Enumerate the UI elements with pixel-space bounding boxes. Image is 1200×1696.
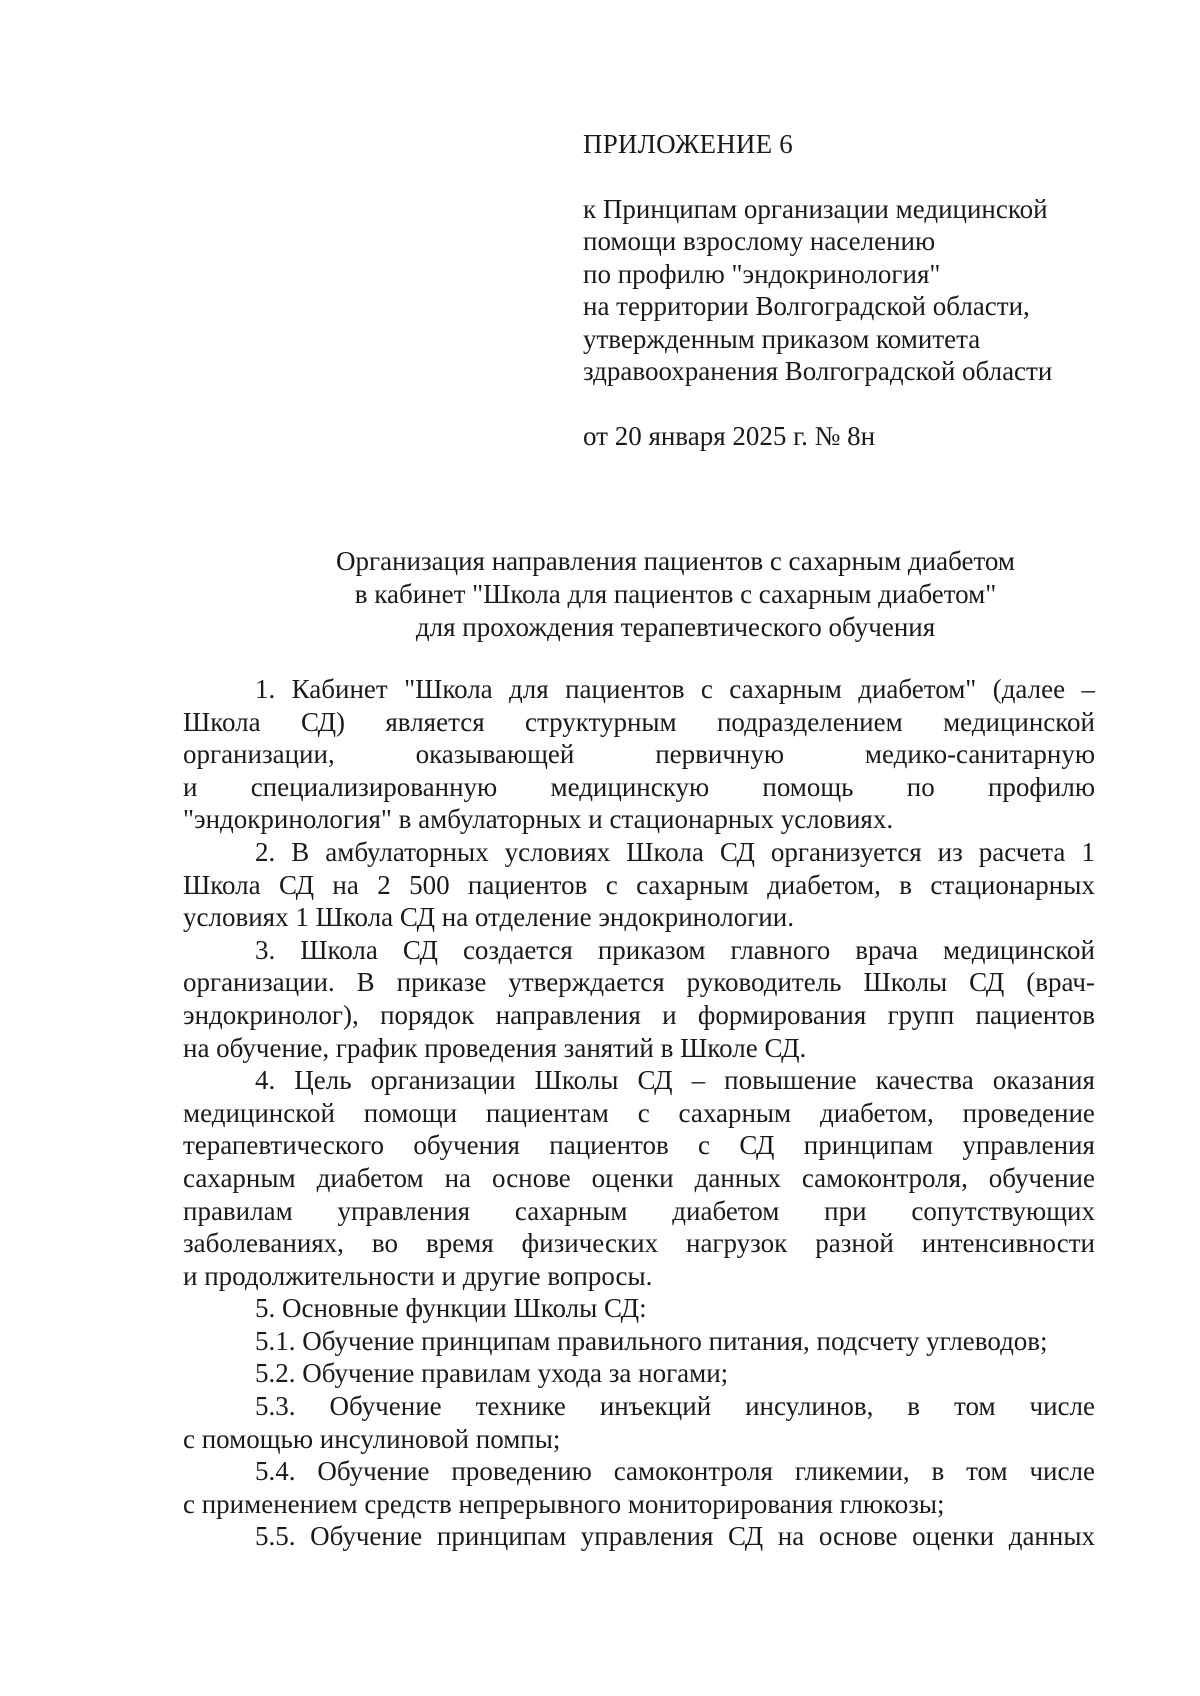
word: Школа (183, 869, 261, 900)
word: (врач- (1026, 967, 1095, 998)
paragraph-line: на обучение, график проведения занятий в Школе СД. (183, 1032, 807, 1063)
word: – (691, 1065, 706, 1096)
word: сахарным (183, 1162, 296, 1193)
word: заболеваниях, (183, 1228, 344, 1259)
word: при (824, 1195, 867, 1226)
word: в (907, 1391, 921, 1422)
word: качества (875, 1065, 974, 1096)
word: самоконтроля (613, 1456, 773, 1487)
word: помощи (363, 1097, 458, 1128)
paragraph-line (183, 836, 1095, 869)
word: подразделением (716, 706, 903, 737)
word: управления (580, 1521, 714, 1552)
word: физических (521, 1228, 659, 1259)
paragraph-line (183, 1162, 1095, 1195)
word: эндокринолог), (183, 999, 359, 1030)
word: врача (855, 934, 918, 965)
paragraph-5-5 (183, 1520, 1095, 1553)
word: сахарным (514, 1195, 628, 1226)
word: диабетом" (858, 674, 977, 704)
word: СД) (300, 706, 346, 737)
word: Обучение (329, 1391, 442, 1422)
paragraph-line (183, 1097, 1095, 1130)
word: 2 (377, 869, 391, 900)
appendix-line: утвержденным приказом комитета (583, 323, 981, 354)
word: пациентов (565, 674, 685, 704)
word: данных (694, 1162, 781, 1193)
word: организации. (183, 967, 335, 998)
word: 5.4. (255, 1456, 296, 1487)
word: разной (815, 1228, 894, 1259)
paragraph-line (183, 1455, 1095, 1488)
document-title-line: Организация направления пациентов с сахарным диабетом (336, 546, 1015, 576)
word: пациентов (467, 869, 588, 900)
appendix-line: по профилю "эндокринология" (583, 258, 941, 289)
word: время (425, 1228, 494, 1259)
paragraph-1 (183, 673, 1095, 836)
appendix-line: помощи взрослому населению (583, 226, 936, 256)
word: с (698, 1130, 711, 1161)
word: СД (637, 1065, 673, 1096)
paragraph-2 (183, 836, 1095, 934)
paragraph-line: с помощью инсулиновой помпы; (183, 1423, 561, 1454)
word: интенсивности (921, 1228, 1095, 1259)
word: В (356, 967, 375, 998)
word: в (931, 1456, 945, 1487)
word: "Школа (404, 674, 493, 704)
word: том (966, 1456, 1008, 1487)
word: по (906, 771, 935, 802)
word: пациентов (975, 999, 1095, 1030)
word: в (899, 869, 912, 900)
word: сахарным (729, 674, 842, 704)
word: на (777, 1521, 805, 1552)
word: правилам (183, 1195, 293, 1226)
paragraph-line (183, 771, 1095, 804)
word: данных (1008, 1521, 1095, 1552)
paragraph-line: "эндокринология" в амбулаторных и стационарных условиях. (183, 804, 894, 835)
word: проведение (962, 1097, 1095, 1128)
document-title (183, 545, 1168, 644)
word: Школа (626, 836, 704, 867)
word: первичную (655, 739, 785, 770)
document-body (183, 673, 1095, 1553)
word: том (954, 1391, 996, 1422)
paragraph-line (183, 738, 1095, 771)
word: СД (728, 1521, 764, 1552)
paragraph-5-2: 5.2. Обучение правилам ухода за ногами; (255, 1358, 729, 1389)
word: Школа (300, 934, 378, 965)
word: самоконтроля, (801, 1162, 968, 1193)
paragraph-5-3 (183, 1390, 1095, 1455)
word: 500 (409, 869, 450, 900)
paragraph-line (183, 966, 1095, 999)
paragraph-line (183, 1520, 1095, 1553)
word: Школы (534, 1065, 619, 1096)
word: на (444, 1162, 472, 1193)
word: структурным (524, 706, 677, 737)
word: 3. (255, 934, 276, 965)
word: амбулаторных (325, 836, 489, 867)
word: и (662, 999, 677, 1030)
word: специализированную (250, 771, 498, 802)
word: СД (719, 836, 755, 867)
word: терапевтического (183, 1130, 385, 1161)
word: диабетом (672, 1195, 780, 1226)
paragraph-line (183, 934, 1095, 967)
paragraph-line: и продолжительности и другие вопросы. (183, 1260, 653, 1291)
paragraph-5-1: 5.1. Обучение принципам правильного питания, подсчету углеводов; (255, 1325, 1048, 1356)
word: нагрузок (686, 1228, 788, 1259)
word: с (605, 869, 618, 900)
word: 5.5. (255, 1521, 296, 1552)
word: сахарным (636, 869, 749, 900)
word: числе (1029, 1391, 1095, 1422)
word: главного (730, 934, 831, 965)
word: Обучение (317, 1456, 430, 1487)
word: обучения (413, 1130, 520, 1161)
word: формирования (697, 999, 867, 1030)
word: Школы (863, 967, 948, 998)
word: (далее (992, 674, 1066, 704)
word: утверждается (508, 967, 665, 998)
word: пациентов (549, 1130, 669, 1161)
appendix-line: на территории Волгоградской области, (583, 291, 1030, 321)
word: 1. (255, 674, 276, 704)
word: медицинской (183, 1097, 335, 1128)
word: медицинской (943, 706, 1095, 737)
word: СД (739, 1130, 775, 1161)
word: 1 (1081, 836, 1095, 867)
word: на (332, 869, 359, 900)
paragraph-line (183, 1390, 1095, 1423)
word: сопутствующих (911, 1195, 1095, 1226)
word: стационарных (930, 869, 1095, 900)
paragraph-line (183, 673, 1095, 706)
word: – (1081, 674, 1095, 704)
word: для (509, 674, 549, 704)
word: диабетом, (819, 1097, 934, 1128)
word: организации, (183, 739, 335, 770)
word: обучение (988, 1162, 1095, 1193)
word: Цель (294, 1065, 352, 1096)
word: Кабинет (291, 674, 388, 704)
word: 4. (255, 1065, 276, 1096)
paragraph-line (183, 1195, 1095, 1228)
word: руководитель (686, 967, 842, 998)
word: диабетом, (767, 869, 881, 900)
paragraph-line (183, 1064, 1095, 1097)
word: направления (495, 999, 641, 1030)
word: СД (278, 869, 315, 900)
word: условиях (504, 836, 611, 867)
word: групп (887, 999, 955, 1030)
paragraph-line (183, 1227, 1095, 1260)
word: сахарным (678, 1097, 792, 1128)
word: Школа (183, 706, 261, 737)
word: инсулинов, (745, 1391, 874, 1422)
paragraph-line (183, 1129, 1095, 1162)
document-title-line: для прохождения терапевтического обучения (415, 612, 936, 642)
paragraph-3 (183, 934, 1095, 1064)
word: медико-санитарную (864, 739, 1095, 770)
paragraph-line (183, 869, 1095, 902)
word: принципам (436, 1521, 567, 1552)
word: с (637, 1097, 650, 1128)
word: основе (492, 1162, 571, 1193)
word: числе (1029, 1456, 1095, 1487)
word: оказывающей (415, 739, 575, 770)
word: организуется (770, 836, 922, 867)
paragraph-line (183, 999, 1095, 1032)
word: оценки (591, 1162, 674, 1193)
word: медицинскую (550, 771, 710, 802)
appendix-title: ПРИЛОЖЕНИЕ 6 (583, 129, 793, 159)
word: оказания (992, 1065, 1095, 1096)
word: управления (962, 1130, 1095, 1161)
word: создается (462, 934, 573, 965)
appendix-date: от 20 января 2025 г. № 8н (583, 420, 876, 451)
word: из (937, 836, 963, 867)
word: 5.3. (255, 1391, 296, 1422)
paragraph-line: условиях 1 Школа СД на отделение эндокринологии. (183, 902, 794, 933)
paragraph-line: с применением средств непрерывного мониторирования глюкозы; (183, 1488, 945, 1519)
word: принципам (803, 1130, 934, 1161)
word: помощь (762, 771, 854, 802)
word: В (291, 836, 310, 867)
word: инъекций (599, 1391, 712, 1422)
word: проведению (451, 1456, 592, 1487)
word: организации (370, 1065, 516, 1096)
paragraph-5: 5. Основные функции Школы СД: (255, 1293, 647, 1324)
word: является (385, 706, 485, 737)
word: Обучение (310, 1521, 423, 1552)
word: во (371, 1228, 398, 1259)
word: расчета (978, 836, 1066, 867)
word: управления (337, 1195, 471, 1226)
paragraph-line (183, 706, 1095, 739)
word: приказом (597, 934, 706, 965)
word: основе (818, 1521, 898, 1552)
word: медицинской (943, 934, 1095, 965)
paragraph-4 (183, 1064, 1095, 1292)
word: с (700, 674, 713, 704)
word: и (183, 771, 198, 802)
appendix-header (583, 128, 1143, 452)
word: профилю (987, 771, 1095, 802)
word: оценки (912, 1521, 995, 1552)
word: СД (969, 967, 1005, 998)
paragraph-5-4 (183, 1455, 1095, 1520)
word: порядок (380, 999, 475, 1030)
word: пациентам (485, 1097, 609, 1128)
word: СД (402, 934, 438, 965)
word: гликемии, (794, 1456, 910, 1487)
document-title-line: в кабинет "Школа для пациентов с сахарным диабетом" (354, 579, 997, 609)
appendix-line: к Принципам организации медицинской (583, 193, 1048, 224)
word: приказе (396, 967, 487, 998)
word: 2. (255, 836, 276, 867)
word: повышение (724, 1065, 857, 1096)
word: технике (475, 1391, 566, 1422)
word: диабетом (316, 1162, 424, 1193)
appendix-line: здравоохранения Волгоградской области (583, 356, 1053, 386)
